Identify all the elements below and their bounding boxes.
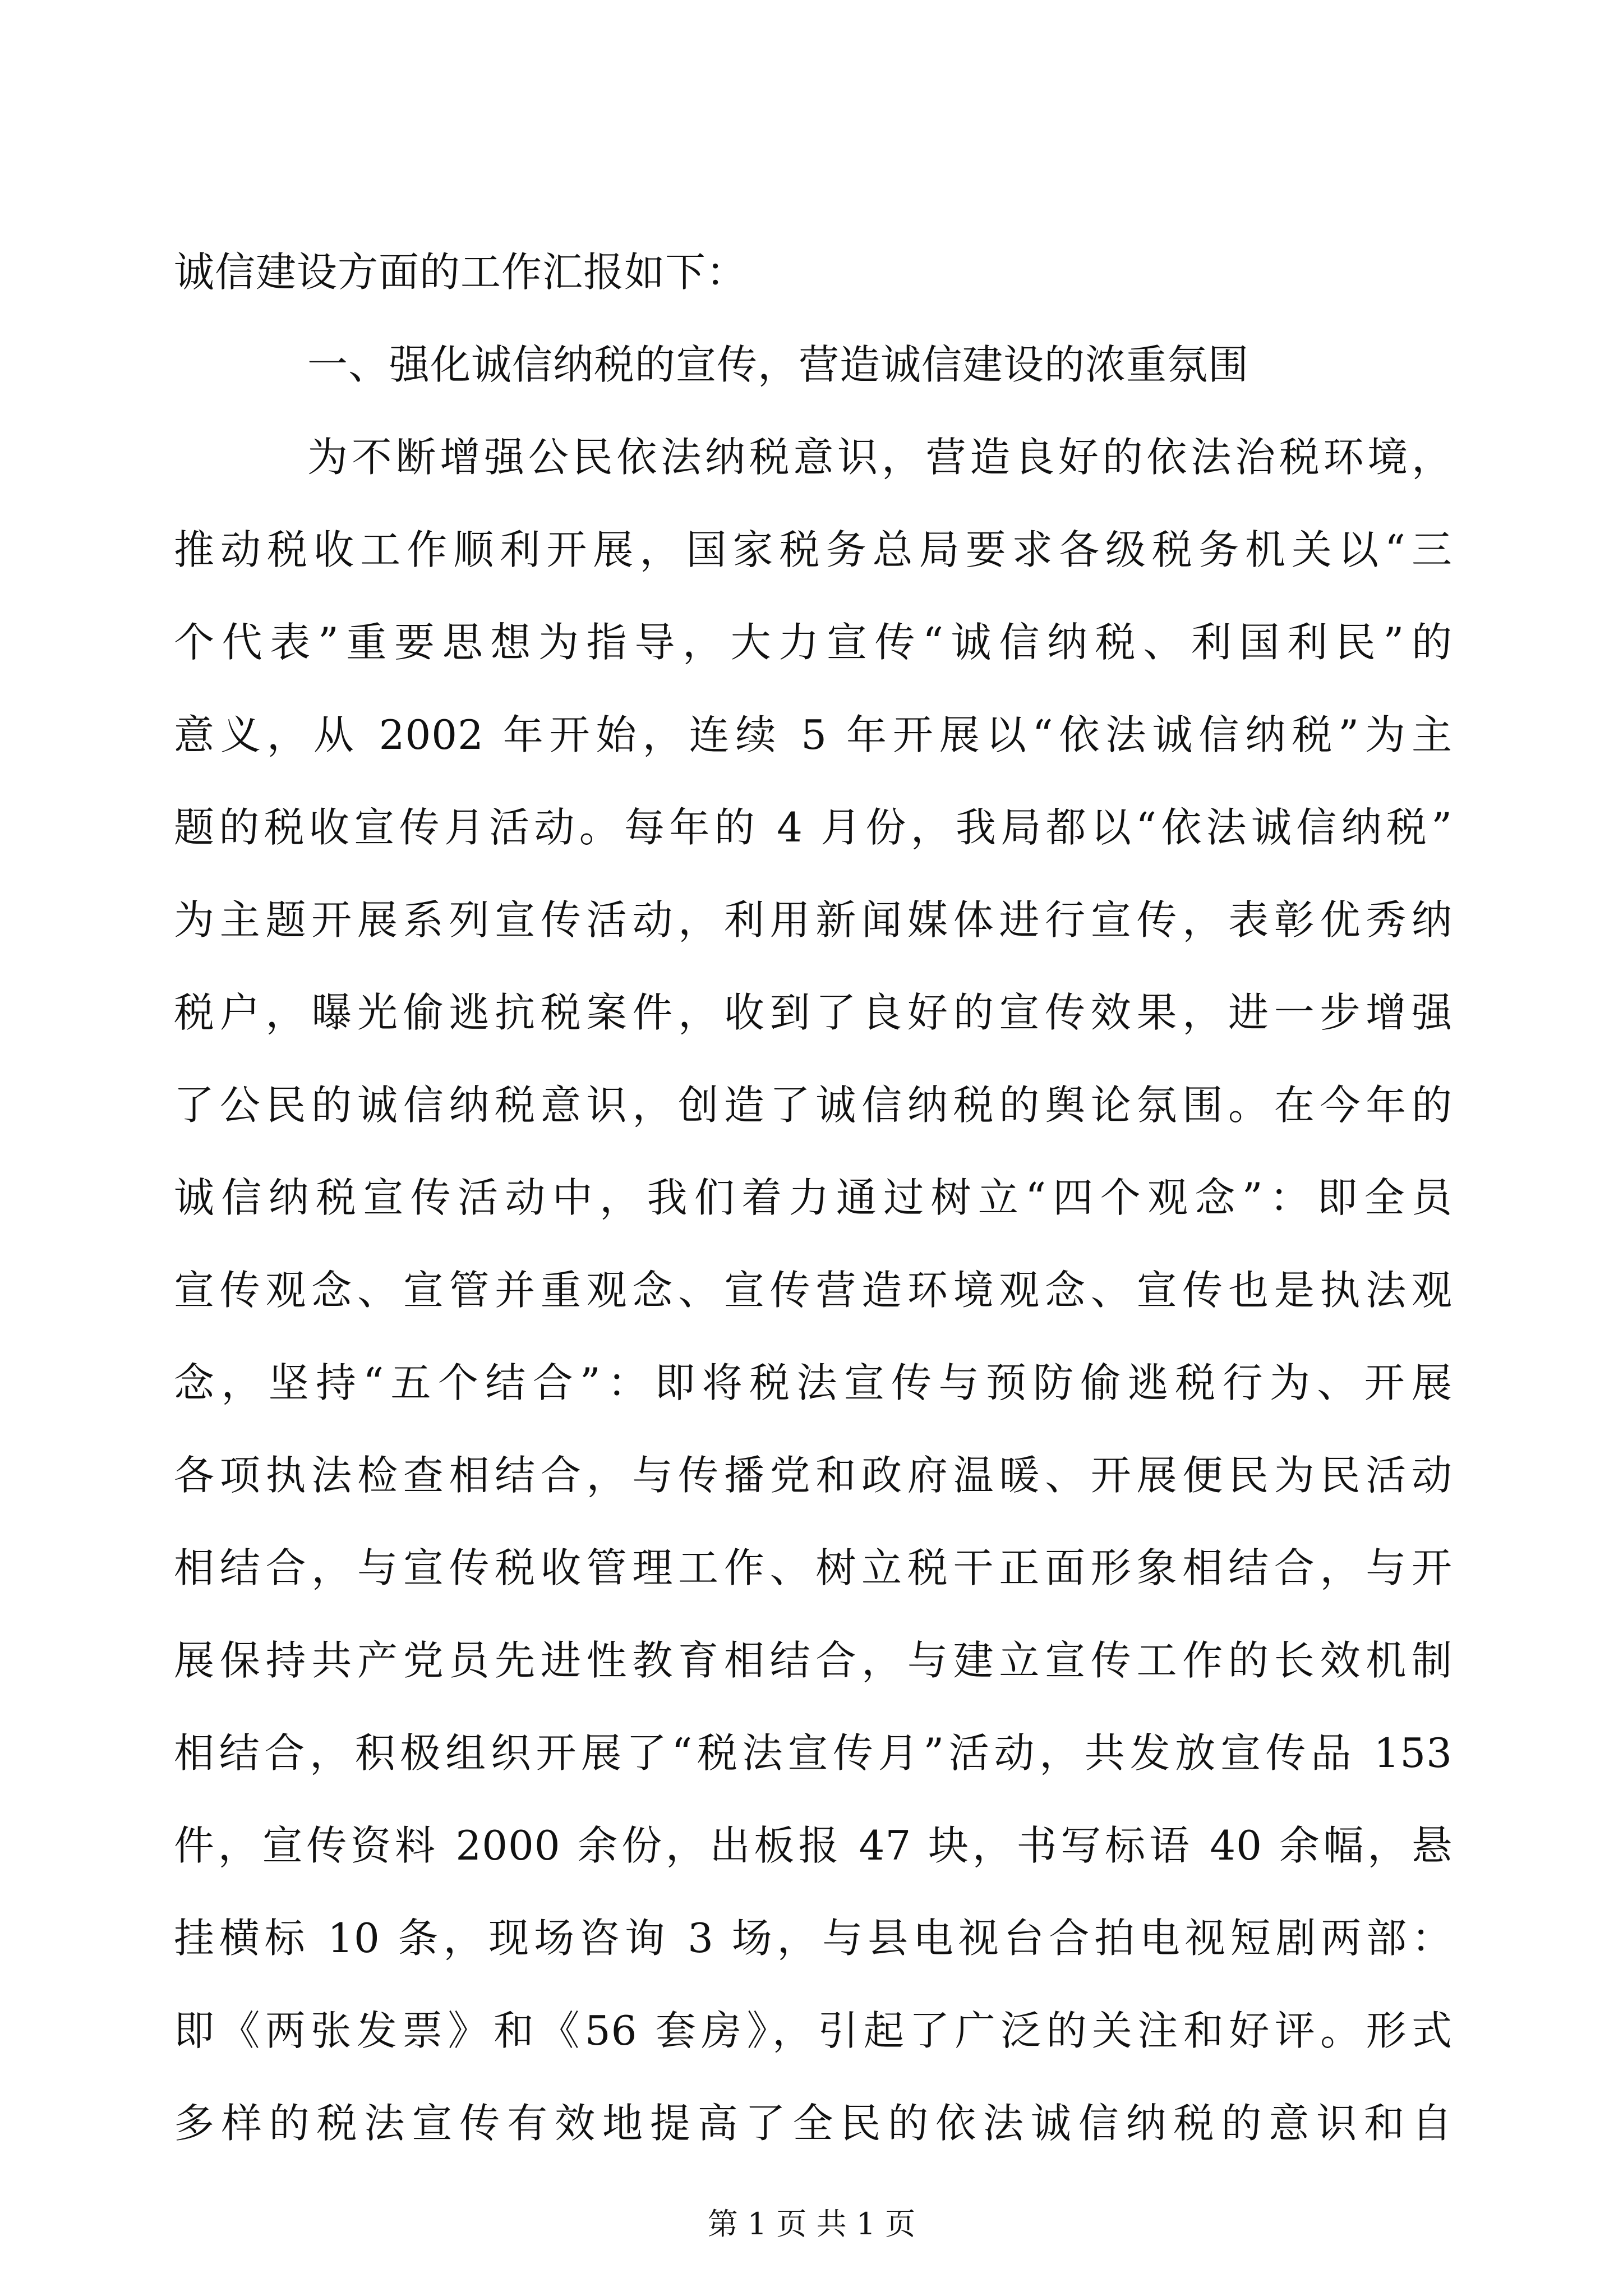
text-line-3: 为不断增强公民依法纳税意识，营造良好的依法治税环境， — [307, 434, 1453, 481]
text-line-21: 多样的税法宣传有效地提高了全民的依法诚信纳税的意识和自 — [174, 2100, 1453, 2147]
text-line-16: 展保持共产党员先进性教育相结合，与建立宣传工作的长效机制 — [174, 1637, 1453, 1684]
text-line-12: 宣传观念、宣管并重观念、宣传营造环境观念、宣传也是执法观 — [174, 1267, 1453, 1314]
text-line-9: 税户，曝光偷逃抗税案件，收到了良好的宣传效果，进一步增强 — [174, 989, 1453, 1036]
text-line-8: 为主题开展系列宣传活动，利用新闻媒体进行宣传，表彰优秀纳 — [174, 896, 1453, 944]
text-line-13: 念，坚持“五个结合”：即将税法宣传与预防偷逃税行为、开展 — [174, 1359, 1453, 1406]
text-line-19: 挂横标 10 条，现场咨询 3 场，与县电视台合拍电视短剧两部： — [174, 1915, 1453, 1962]
text-line-4: 推动税收工作顺利开展，国家税务总局要求各级税务机关以“三 — [174, 526, 1453, 573]
text-line-18: 件，宣传资料 2000 余份，出板报 47 块，书写标语 40 余幅，悬 — [174, 1822, 1453, 1869]
text-line-5: 个代表”重要思想为指导，大力宣传“诚信纳税、利国利民”的 — [174, 619, 1453, 666]
text-line-15: 相结合，与宣传税收管理工作、树立税干正面形象相结合，与开 — [174, 1544, 1453, 1591]
section-heading: 一、强化诚信纳税的宣传，营造诚信建设的浓重氛围 — [307, 341, 1249, 388]
page-footer: 第 1 页 共 1 页 — [707, 2206, 916, 2242]
text-line-17: 相结合，积极组织开展了“税法宣传月”活动，共发放宣传品 153 — [174, 1729, 1453, 1777]
text-line-1: 诚信建设方面的工作汇报如下： — [174, 249, 748, 296]
text-line-7: 题的税收宣传月活动。每年的 4 月份，我局都以“依法诚信纳税” — [174, 804, 1453, 851]
text-line-11: 诚信纳税宣传活动中，我们着力通过树立“四个观念”：即全员 — [174, 1174, 1453, 1221]
text-line-6: 意义，从 2002 年开始，连续 5 年开展以“依法诚信纳税”为主 — [174, 711, 1453, 758]
text-line-14: 各项执法检查相结合，与传播党和政府温暖、开展便民为民活动 — [174, 1452, 1453, 1499]
text-line-20: 即《两张发票》和《56 套房》，引起了广泛的关注和好评。形式 — [174, 2007, 1453, 2054]
text-line-10: 了公民的诚信纳税意识，创造了诚信纳税的舆论氛围。在今年的 — [174, 1082, 1453, 1129]
